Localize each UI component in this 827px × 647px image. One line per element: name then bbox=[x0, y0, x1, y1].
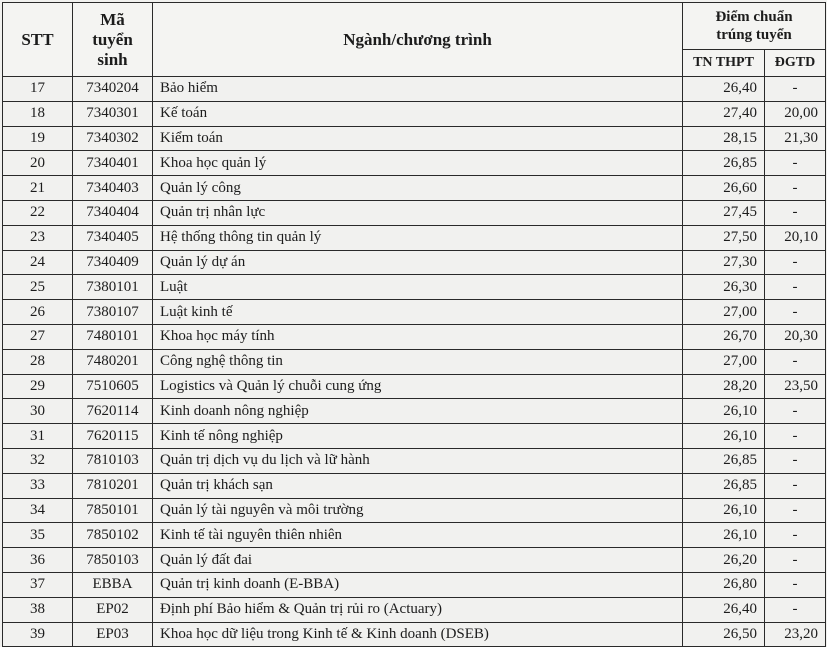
tn-thpt-cell: 26,10 bbox=[683, 523, 765, 548]
nganh-cell: Định phí Bảo hiểm & Quản trị rủi ro (Actuary) bbox=[153, 597, 683, 622]
ma-cell: 7340301 bbox=[73, 101, 153, 126]
dgtd-cell: - bbox=[765, 473, 826, 498]
dgtd-cell: - bbox=[765, 250, 826, 275]
table-row bbox=[3, 151, 826, 176]
tn-thpt-cell: 26,40 bbox=[683, 77, 765, 102]
tn-thpt-cell: 27,00 bbox=[683, 349, 765, 374]
nganh-cell: Quản lý đất đai bbox=[153, 548, 683, 573]
nganh-cell: Luật kinh tế bbox=[153, 300, 683, 325]
tn-thpt-cell: 26,70 bbox=[683, 324, 765, 349]
stt-cell: 39 bbox=[3, 622, 73, 647]
table-row bbox=[3, 200, 826, 225]
stt-cell: 23 bbox=[3, 225, 73, 250]
stt-cell: 28 bbox=[3, 349, 73, 374]
dgtd-cell: - bbox=[765, 448, 826, 473]
admission-score-table bbox=[2, 2, 826, 647]
dgtd-cell: - bbox=[765, 176, 826, 201]
diem-header-line1: Điểm chuẩn bbox=[715, 9, 793, 25]
tn-thpt-cell: 27,45 bbox=[683, 200, 765, 225]
ma-cell: 7480101 bbox=[73, 324, 153, 349]
table-row bbox=[3, 498, 826, 523]
stt-cell: 19 bbox=[3, 126, 73, 151]
table-header-row bbox=[3, 3, 826, 50]
ma-cell: 7340302 bbox=[73, 126, 153, 151]
tn-thpt-cell: 26,30 bbox=[683, 275, 765, 300]
tn-thpt-header: TN THPT bbox=[683, 50, 765, 77]
nganh-cell: Quản trị dịch vụ du lịch và lữ hành bbox=[153, 448, 683, 473]
nganh-cell: Kiểm toán bbox=[153, 126, 683, 151]
nganh-cell: Quản lý công bbox=[153, 176, 683, 201]
nganh-cell: Khoa học dữ liệu trong Kinh tế & Kinh doanh (DSEB) bbox=[153, 622, 683, 647]
ma-header-line2: tuyển bbox=[92, 29, 133, 49]
stt-cell: 26 bbox=[3, 300, 73, 325]
diem-chuan-header bbox=[683, 3, 826, 50]
stt-cell: 20 bbox=[3, 151, 73, 176]
stt-cell: 30 bbox=[3, 399, 73, 424]
stt-cell: 17 bbox=[3, 77, 73, 102]
stt-cell: 32 bbox=[3, 448, 73, 473]
stt-cell: 31 bbox=[3, 424, 73, 449]
tn-thpt-cell: 26,60 bbox=[683, 176, 765, 201]
dgtd-cell: - bbox=[765, 548, 826, 573]
ma-header-line1: Mã bbox=[100, 9, 125, 29]
nganh-cell: Quản trị nhân lực bbox=[153, 200, 683, 225]
stt-cell: 35 bbox=[3, 523, 73, 548]
ma-cell: 7340403 bbox=[73, 176, 153, 201]
dgtd-header: ĐGTD bbox=[765, 50, 826, 77]
nganh-cell: Khoa học máy tính bbox=[153, 324, 683, 349]
dgtd-cell: - bbox=[765, 498, 826, 523]
table-row bbox=[3, 324, 826, 349]
table-row bbox=[3, 424, 826, 449]
nganh-cell: Khoa học quản lý bbox=[153, 151, 683, 176]
nganh-cell: Quản lý dự án bbox=[153, 250, 683, 275]
table-row bbox=[3, 597, 826, 622]
table-row bbox=[3, 77, 826, 102]
table-row bbox=[3, 225, 826, 250]
tn-thpt-cell: 26,85 bbox=[683, 151, 765, 176]
dgtd-cell: - bbox=[765, 572, 826, 597]
stt-cell: 36 bbox=[3, 548, 73, 573]
nganh-cell: Kinh tế tài nguyên thiên nhiên bbox=[153, 523, 683, 548]
ma-cell: 7480201 bbox=[73, 349, 153, 374]
ma-cell: EBBA bbox=[73, 572, 153, 597]
tn-thpt-cell: 26,80 bbox=[683, 572, 765, 597]
ma-cell: 7340401 bbox=[73, 151, 153, 176]
table-body bbox=[3, 77, 826, 647]
tn-thpt-cell: 28,15 bbox=[683, 126, 765, 151]
stt-cell: 22 bbox=[3, 200, 73, 225]
table-row bbox=[3, 622, 826, 647]
tn-thpt-cell: 26,50 bbox=[683, 622, 765, 647]
ma-tuyen-sinh-header bbox=[73, 3, 153, 77]
nganh-cell: Hệ thống thông tin quản lý bbox=[153, 225, 683, 250]
ma-cell: 7510605 bbox=[73, 374, 153, 399]
ma-cell: 7810103 bbox=[73, 448, 153, 473]
dgtd-cell: 23,50 bbox=[765, 374, 826, 399]
dgtd-cell: - bbox=[765, 300, 826, 325]
nganh-cell: Kế toán bbox=[153, 101, 683, 126]
stt-cell: 34 bbox=[3, 498, 73, 523]
stt-cell: 27 bbox=[3, 324, 73, 349]
nganh-cell: Quản lý tài nguyên và môi trường bbox=[153, 498, 683, 523]
tn-thpt-cell: 26,85 bbox=[683, 473, 765, 498]
table-row bbox=[3, 548, 826, 573]
tn-thpt-cell: 26,10 bbox=[683, 399, 765, 424]
nganh-cell: Quản trị khách sạn bbox=[153, 473, 683, 498]
ma-cell: EP03 bbox=[73, 622, 153, 647]
table-row bbox=[3, 374, 826, 399]
ma-cell: 7810201 bbox=[73, 473, 153, 498]
dgtd-cell: 20,00 bbox=[765, 101, 826, 126]
dgtd-cell: - bbox=[765, 597, 826, 622]
dgtd-cell: - bbox=[765, 399, 826, 424]
dgtd-cell: - bbox=[765, 151, 826, 176]
nganh-header: Ngành/chương trình bbox=[153, 3, 683, 77]
stt-cell: 24 bbox=[3, 250, 73, 275]
stt-cell: 18 bbox=[3, 101, 73, 126]
stt-cell: 38 bbox=[3, 597, 73, 622]
ma-cell: 7850103 bbox=[73, 548, 153, 573]
ma-cell: 7340405 bbox=[73, 225, 153, 250]
dgtd-cell: - bbox=[765, 424, 826, 449]
tn-thpt-cell: 26,10 bbox=[683, 424, 765, 449]
table-row bbox=[3, 473, 826, 498]
nganh-cell: Kinh tế nông nghiệp bbox=[153, 424, 683, 449]
ma-cell: 7340404 bbox=[73, 200, 153, 225]
ma-cell: 7850101 bbox=[73, 498, 153, 523]
tn-thpt-cell: 26,85 bbox=[683, 448, 765, 473]
tn-thpt-cell: 26,40 bbox=[683, 597, 765, 622]
table-row bbox=[3, 349, 826, 374]
dgtd-cell: 23,20 bbox=[765, 622, 826, 647]
table-row bbox=[3, 572, 826, 597]
stt-cell: 25 bbox=[3, 275, 73, 300]
dgtd-cell: 20,10 bbox=[765, 225, 826, 250]
dgtd-cell: - bbox=[765, 275, 826, 300]
ma-cell: 7380101 bbox=[73, 275, 153, 300]
table-row bbox=[3, 101, 826, 126]
table-row bbox=[3, 250, 826, 275]
stt-cell: 37 bbox=[3, 572, 73, 597]
ma-cell: 7850102 bbox=[73, 523, 153, 548]
dgtd-cell: - bbox=[765, 77, 826, 102]
dgtd-cell: - bbox=[765, 200, 826, 225]
ma-cell: 7620115 bbox=[73, 424, 153, 449]
ma-cell: 7380107 bbox=[73, 300, 153, 325]
stt-header: STT bbox=[3, 3, 73, 77]
table-row bbox=[3, 448, 826, 473]
ma-cell: EP02 bbox=[73, 597, 153, 622]
ma-cell: 7340409 bbox=[73, 250, 153, 275]
stt-cell: 29 bbox=[3, 374, 73, 399]
table-row bbox=[3, 126, 826, 151]
dgtd-cell: 20,30 bbox=[765, 324, 826, 349]
dgtd-cell: - bbox=[765, 523, 826, 548]
table-row bbox=[3, 275, 826, 300]
stt-cell: 33 bbox=[3, 473, 73, 498]
tn-thpt-cell: 27,40 bbox=[683, 101, 765, 126]
dgtd-cell: 21,30 bbox=[765, 126, 826, 151]
ma-cell: 7340204 bbox=[73, 77, 153, 102]
dgtd-cell: - bbox=[765, 349, 826, 374]
table-row bbox=[3, 523, 826, 548]
nganh-cell: Công nghệ thông tin bbox=[153, 349, 683, 374]
nganh-cell: Luật bbox=[153, 275, 683, 300]
tn-thpt-cell: 28,20 bbox=[683, 374, 765, 399]
ma-cell: 7620114 bbox=[73, 399, 153, 424]
nganh-cell: Bảo hiểm bbox=[153, 77, 683, 102]
tn-thpt-cell: 27,00 bbox=[683, 300, 765, 325]
nganh-cell: Kinh doanh nông nghiệp bbox=[153, 399, 683, 424]
tn-thpt-cell: 27,50 bbox=[683, 225, 765, 250]
nganh-cell: Logistics và Quản lý chuỗi cung ứng bbox=[153, 374, 683, 399]
table-row bbox=[3, 300, 826, 325]
table-row bbox=[3, 176, 826, 201]
tn-thpt-cell: 26,20 bbox=[683, 548, 765, 573]
ma-header-line3: sinh bbox=[97, 49, 128, 69]
diem-header-line2: trúng tuyển bbox=[716, 27, 792, 43]
stt-cell: 21 bbox=[3, 176, 73, 201]
nganh-cell: Quản trị kinh doanh (E-BBA) bbox=[153, 572, 683, 597]
tn-thpt-cell: 26,10 bbox=[683, 498, 765, 523]
table-row bbox=[3, 399, 826, 424]
tn-thpt-cell: 27,30 bbox=[683, 250, 765, 275]
